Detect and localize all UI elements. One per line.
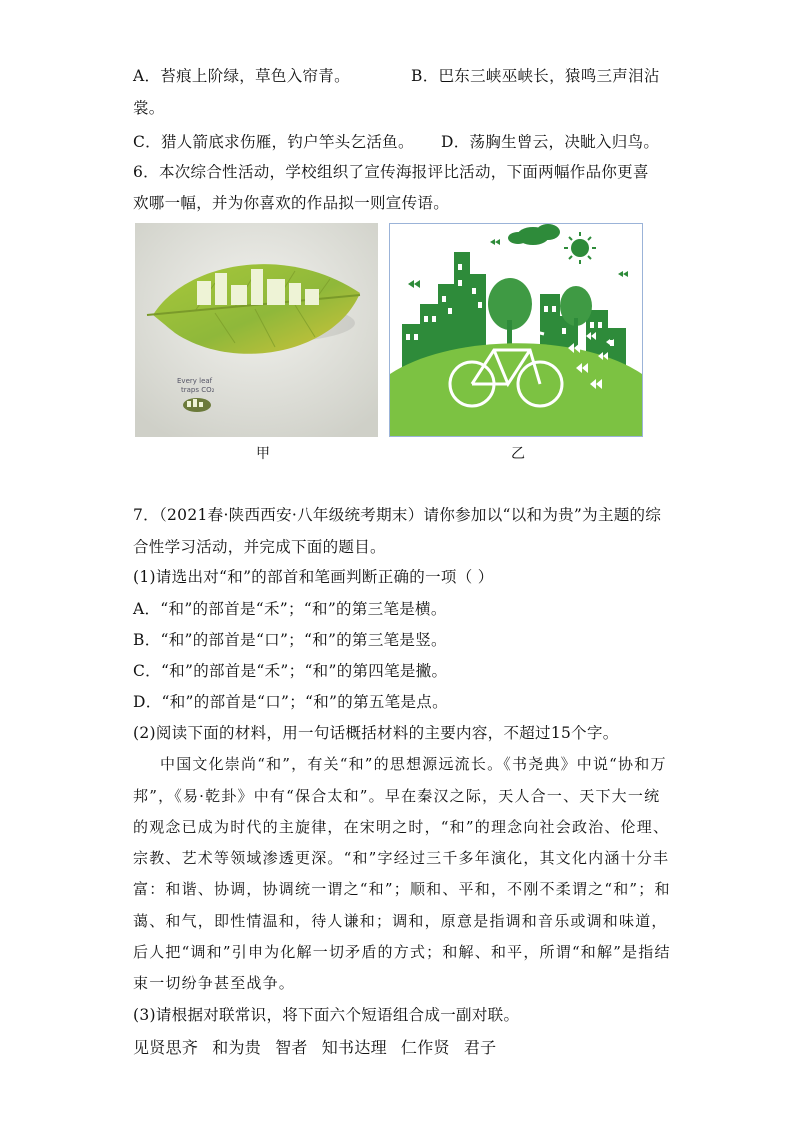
passage-line-6: 蔼、和气，即性情温和，待人谦和；调和，原意是指调和音乐或调和味道，: [133, 912, 668, 930]
poster-jia-caption: 甲: [256, 446, 270, 462]
bicycle-poster-illustration: [390, 224, 642, 436]
leaf-poster-text-2: traps CO₂: [181, 386, 215, 394]
passage-line-2: 邦”，《易·乾卦》中有“保合太和”。早在秦汉之际，天人合一、天下大一统: [133, 787, 661, 805]
passage-line-3: 的观念已成为时代的主旋律，在宋明之时，“和”的理念向社会政治、伦理、: [133, 818, 670, 836]
phrase-6: 君子: [463, 1038, 497, 1057]
leaf-poster-illustration: [135, 223, 378, 437]
q6-line2: 欢哪一幅，并为你喜欢的作品拟一则宣传语。: [133, 194, 450, 212]
passage-line-1: 中国文化崇尚“和”，有关“和”的思想源远流长。《书尧典》中说“协和万: [160, 755, 667, 773]
q7-line2: 合性学习活动，并完成下面的题目。: [133, 538, 386, 556]
phrase-5: 仁作贤: [400, 1038, 450, 1057]
phrase-3: 智者: [275, 1038, 308, 1057]
q5-option-b-start: B．巴东三峡巫峡长，猿鸣三声泪沾: [411, 67, 660, 85]
passage-line-5: 富：和谐、协调，协调统一谓之“和”；顺和、平和，不刚不柔谓之“和”；和: [133, 880, 671, 898]
small-leaf-logo-icon: [183, 398, 211, 412]
q5-option-d: D．荡胸生曾云，决眦入归鸟。: [441, 133, 660, 151]
poster-yi-caption: 乙: [511, 446, 525, 462]
passage-line-7: 后人把“调和”引申为化解一切矛盾的方式；和解、和平，所谓“和解”是指结: [133, 943, 671, 961]
q7-sub1-option-c: C．“和”的部首是“禾”；“和”的第四笔是撇。: [133, 662, 448, 680]
phrase-2: 和为贵: [212, 1038, 262, 1057]
q5-option-a: A．苔痕上阶绿，草色入帘青。: [133, 67, 350, 85]
poster-yi-bicycle: [389, 223, 643, 437]
phrase-1: 见贤思齐: [133, 1038, 199, 1057]
q7-line1: 7．（2021春·陕西西安·八年级统考期末）请你参加以“以和为贵”为主题的综: [133, 506, 662, 524]
q7-sub2-stem: (2)阅读下面的材料，用一句话概括材料的主要内容，不超过15个字。: [133, 724, 619, 742]
phrase-4: 知书达理: [321, 1038, 387, 1057]
passage-line-4: 宗教、艺术等领域渗透更深。“和”字经过三千多年演化，其文化内涵十分丰: [133, 849, 670, 867]
q5-option-c: C．猎人箭底求伤雁，钓户竿头乞活鱼。: [133, 133, 414, 151]
passage-line-8: 束一切纷争甚至战争。: [133, 974, 296, 992]
q7-sub1-option-b: B．“和”的部首是“口”；“和”的第三笔是竖。: [133, 631, 447, 649]
q7-sub1-stem: (1)请选出对“和”的部首和笔画判断正确的一项（ ）: [133, 568, 494, 586]
q7-sub1-option-d: D．“和”的部首是“口”；“和”的第五笔是点。: [133, 693, 448, 711]
q6-line1: 6．本次综合性活动，学校组织了宣传海报评比活动，下面两幅作品你更喜: [133, 163, 649, 181]
q7-sub1-option-a: A．“和”的部首是“禾”；“和”的第三笔是横。: [133, 600, 447, 618]
q5-option-b-end: 裳。: [133, 99, 165, 117]
leaf-poster-text-1: Every leaf: [177, 377, 213, 385]
couplet-phrases: [133, 1035, 496, 1058]
q7-sub3-stem: (3)请根据对联常识，将下面六个短语组合成一副对联。: [133, 1006, 520, 1024]
poster-jia-leaf: [135, 223, 378, 437]
